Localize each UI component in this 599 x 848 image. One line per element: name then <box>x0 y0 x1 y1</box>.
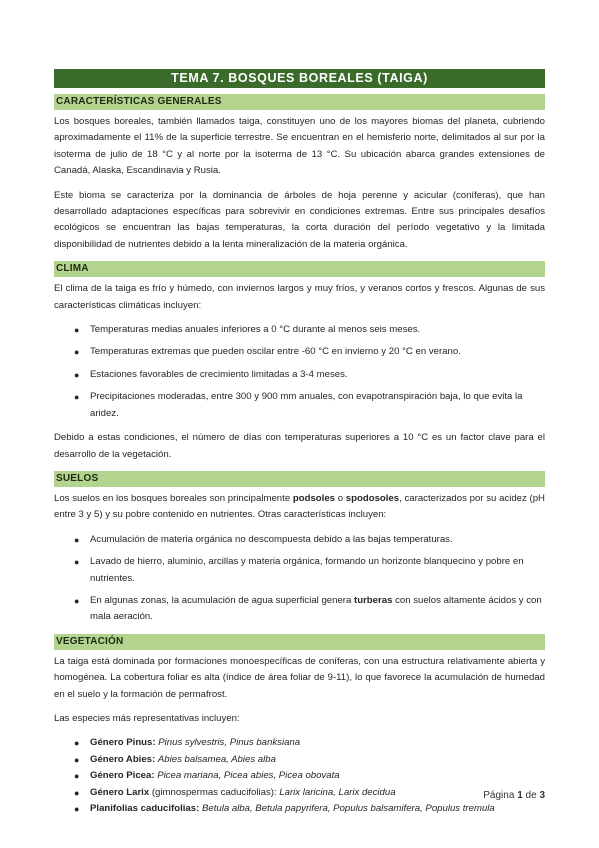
section-heading-vegetacion: VEGETACIÓN <box>54 634 545 650</box>
paragraph: Las especies más representativas incluyen: <box>54 712 240 724</box>
list-item: ● Temperaturas extremas que pueden oscilar entre -60 °C en invierno y 20 °C en verano. <box>54 344 545 360</box>
bullet-list-vegetacion <box>54 735 545 817</box>
list-item: ● Género Pinus: Pinus sylvestris, Pinus banksiana <box>54 735 545 751</box>
list-item: ● Planifolias caducifolias: Betula alba, Betula papyrifera, Populus balsamifera, Populus tremula <box>54 801 545 817</box>
paragraph: Este bioma se caracteriza por la dominancia de árboles de hoja perenne y acicular (coníferas), que han desarrollado adaptaciones específicas para sobrevivir en condiciones extremas. Entre sus principales desafíos ecológicos se encuentran las bajas temperaturas, la corta duración del período vegetativo y la limitada disponibilidad de nutrientes debido a la lenta mineralización de la materia orgánica. <box>54 189 545 250</box>
list-item: ● Género Abies: Abies balsamea, Abies alba <box>54 752 545 768</box>
section-heading-clima: CLIMA <box>54 261 545 277</box>
paragraph: La taiga está dominada por formaciones monoespecíficas de coníferas, con una estructura relativamente abierta y homogénea. La cobertura foliar es alta (índice de área foliar de 9-11), lo que favorece la acumulación de humedad en el suelo y la formación de permafrost. <box>54 655 545 700</box>
bullet-icon: ● <box>74 369 80 380</box>
bullet-icon: ● <box>74 804 80 814</box>
bullet-icon: ● <box>74 557 80 568</box>
list-item: ● Género Larix (gimnospermas caducifolias): Larix laricina, Larix decidua <box>54 785 545 801</box>
section-heading-suelos: SUELOS <box>54 471 545 487</box>
paragraph: Debido a estas condiciones, el número de días con temperaturas superiores a 10 °C es un factor clave para el desarrollo de la vegetación. <box>54 432 545 460</box>
bullet-icon: ● <box>74 325 80 336</box>
document-page <box>54 69 545 817</box>
section-heading-general: CARACTERÍSTICAS GENERALES <box>54 94 545 110</box>
bullet-icon: ● <box>74 787 80 798</box>
bullet-list-suelos <box>54 532 545 626</box>
list-item: ● Lavado de hierro, aluminio, arcillas y materia orgánica, formando un horizonte blanquecino y pobre en nutrientes. <box>74 556 524 584</box>
bullet-list-clima <box>54 322 545 422</box>
paragraph: Los bosques boreales, también llamados taiga, constituyen uno de los mayores biomas del planeta, cubriendo aproximadamente el 11% de la superficie terrestre. Se encuentran en el hemisferio norte, delimitados al sur por la isoterma de julio de 18 °C y al norte por la isoterma de 13 °C. Su ubicación abarca grandes extensiones de Canadá, Alaska, Escandinavia y Rusia. <box>54 116 545 177</box>
bullet-icon: ● <box>74 738 80 749</box>
list-item: ● Género Picea: Picea mariana, Picea abies, Picea obovata <box>54 768 545 784</box>
list-item: ● Estaciones favorables de crecimiento limitadas a 3-4 meses. <box>54 367 545 383</box>
bullet-icon: ● <box>74 754 80 765</box>
document-title: TEMA 7. BOSQUES BOREALES (TAIGA) <box>54 69 545 88</box>
list-item: ● Temperaturas medias anuales inferiores a 0 °C durante al menos seis meses. <box>54 322 545 338</box>
list-item: ● En algunas zonas, la acumulación de agua superficial genera turberas con suelos altamente ácidos y con mala aeración. <box>74 594 542 623</box>
bullet-icon: ● <box>74 595 80 606</box>
bullet-icon: ● <box>74 771 80 782</box>
paragraph: Los suelos en los bosques boreales son principalmente podsoles o spodosoles, caracterizados por su acidez (pH entre 3 y 5) y su pobre contenido en nutrientes. Otras características incluyen: <box>54 492 545 521</box>
list-item: ● Acumulación de materia orgánica no descompuesta debido a las bajas temperaturas. <box>54 532 545 548</box>
list-item: ● Precipitaciones moderadas, entre 300 y 900 mm anuales, con evapotranspiración baja, lo que evita la aridez. <box>74 391 523 419</box>
page-number: Página 1 de 3 <box>483 790 545 801</box>
bullet-icon: ● <box>74 347 80 358</box>
bullet-icon: ● <box>74 534 80 545</box>
bullet-icon: ● <box>74 392 80 403</box>
paragraph: El clima de la taiga es frío y húmedo, con inviernos largos y muy fríos, y veranos cortos y frescos. Algunas de sus características climáticas incluyen: <box>54 283 545 311</box>
